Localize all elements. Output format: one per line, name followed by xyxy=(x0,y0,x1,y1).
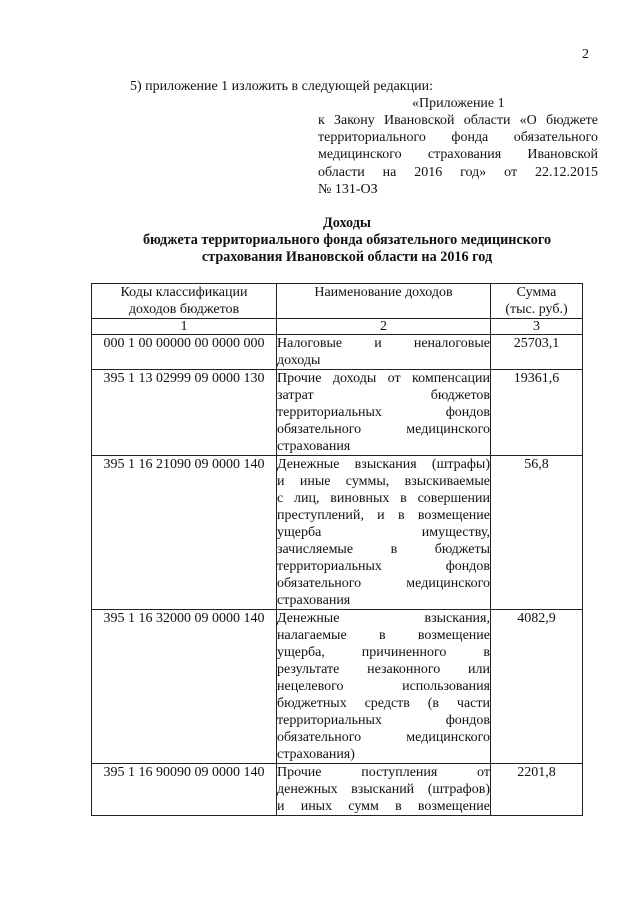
appendix-line: № 131-ОЗ xyxy=(318,181,378,197)
income-name-line: страхования) xyxy=(277,747,355,762)
appendix-heading: «Приложение 1 xyxy=(412,96,505,111)
income-name-line: территориальных фондов xyxy=(277,713,490,728)
income-name xyxy=(277,456,491,610)
income-name-line: денежных взысканий (штрафов) xyxy=(277,782,490,797)
income-name-line: страхования xyxy=(277,593,351,608)
income-name-line: территориальных фондов xyxy=(277,405,490,420)
appendix-line: медицинского страхования Ивановской xyxy=(318,147,598,163)
income-name-line: Денежные взыскания (штрафы) xyxy=(277,457,490,472)
title-line: Доходы xyxy=(323,215,371,231)
income-name-line: Прочие поступления от xyxy=(277,765,490,780)
income-name-line: обязательного медицинского xyxy=(277,730,490,745)
appendix-line: к Закону Ивановской области «О бюджете xyxy=(318,113,598,128)
column-number-row xyxy=(92,319,583,335)
income-name-line: результате незаконного или xyxy=(277,662,490,677)
income-name xyxy=(277,335,491,370)
header-sum xyxy=(491,284,583,319)
income-name-line: Налоговые и неналоговые xyxy=(277,336,490,351)
amendment-intro: 5) приложение 1 изложить в следующей редакции: xyxy=(130,79,433,94)
income-name-line: Прочие доходы от компенсации xyxy=(277,371,490,386)
table-row xyxy=(92,610,583,764)
income-name-line: территориальных фондов xyxy=(277,559,490,574)
income-name-line: обязательного медицинского xyxy=(277,422,490,437)
income-name-line: ущерба, причиненного в xyxy=(277,645,490,660)
title-line: страхования Ивановской области на 2016 год xyxy=(201,249,493,266)
income-name xyxy=(277,610,491,764)
classification-code: 000 1 00 00000 00 0000 000 xyxy=(92,335,277,370)
classification-code: 395 1 13 02999 09 0000 130 xyxy=(92,370,277,456)
page-number: 2 xyxy=(582,47,589,62)
income-sum: 56,8 xyxy=(491,456,583,610)
title-line: бюджета территориального фонда обязательного медицинского xyxy=(142,232,552,249)
income-name-line: ущерба имуществу, xyxy=(277,525,490,540)
classification-code: 395 1 16 21090 09 0000 140 xyxy=(92,456,277,610)
income-name-line: зачисляемые в бюджеты xyxy=(277,542,490,557)
income-name-line: обязательного медицинского xyxy=(277,576,490,591)
appendix-line: области на 2016 год» от 22.12.2015 xyxy=(318,164,598,180)
income-sum: 25703,1 xyxy=(491,335,583,370)
income-name-line: налагаемые в возмещение xyxy=(277,628,490,643)
header-codes xyxy=(92,284,277,319)
appendix-reference xyxy=(318,112,598,198)
header-income-name xyxy=(277,284,491,319)
income-name-line: и иных сумм в возмещение xyxy=(277,799,490,814)
header-text: (тыс. руб.) xyxy=(505,302,568,317)
income-name xyxy=(277,370,491,456)
table-header-row xyxy=(92,284,583,319)
classification-code: 395 1 16 90090 09 0000 140 xyxy=(92,764,277,816)
document-title xyxy=(92,215,602,267)
table-row xyxy=(92,764,583,816)
income-sum: 4082,9 xyxy=(491,610,583,764)
column-number: 3 xyxy=(491,319,583,335)
income-table xyxy=(91,283,583,816)
income-name-line: Денежные взыскания, xyxy=(277,611,490,626)
income-name xyxy=(277,764,491,816)
column-number: 1 xyxy=(92,319,277,335)
classification-code: 395 1 16 32000 09 0000 140 xyxy=(92,610,277,764)
income-name-line: затрат бюджетов xyxy=(277,388,490,403)
appendix-line: территориального фонда обязательного xyxy=(318,130,598,146)
header-text: Сумма xyxy=(516,285,557,300)
table-row xyxy=(92,370,583,456)
table-row xyxy=(92,335,583,370)
header-text: Наименование доходов xyxy=(314,285,453,300)
table-row xyxy=(92,456,583,610)
income-sum: 19361,6 xyxy=(491,370,583,456)
column-number: 2 xyxy=(277,319,491,335)
income-name-line: нецелевого использования xyxy=(277,679,490,694)
income-sum: 2201,8 xyxy=(491,764,583,816)
income-name-line: страхования xyxy=(277,439,351,454)
income-name-line: и иные суммы, взыскиваемые xyxy=(277,474,490,489)
header-text: Коды классификации xyxy=(120,285,248,300)
income-name-line: с лиц, виновных в совершении xyxy=(277,491,490,506)
income-name-line: преступлений, и в возмещение xyxy=(277,508,490,523)
income-name-line: бюджетных средств (в части xyxy=(277,696,490,711)
header-text: доходов бюджетов xyxy=(128,302,240,317)
income-name-line: доходы xyxy=(277,353,321,368)
